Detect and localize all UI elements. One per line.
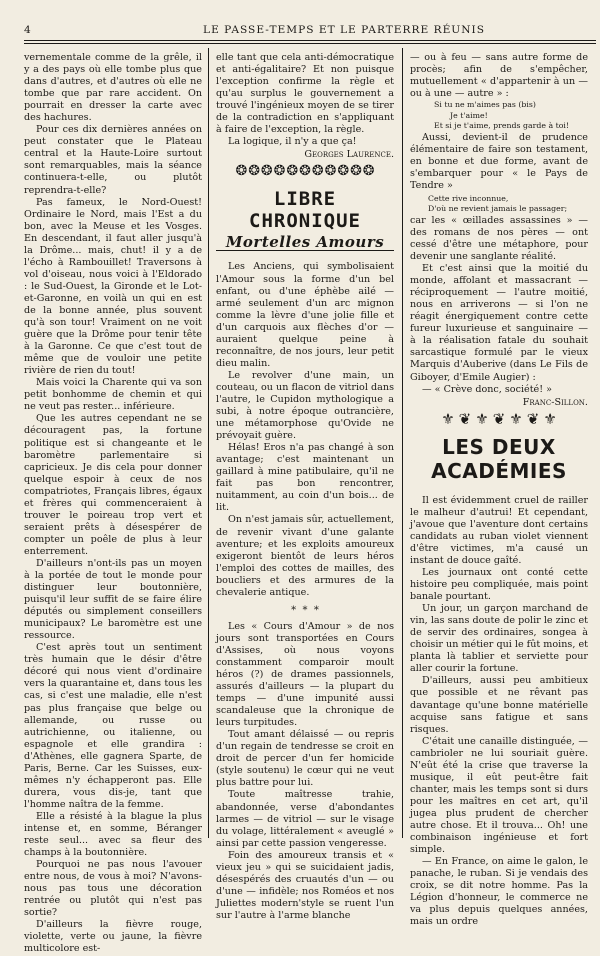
paragraph: Tout amant délaissé — ou repris d'un regain de tendresse se croit en droit de percer d'un fer homicide (style soutenu) le cœur qui ne veut plus battre pour lui. [216, 729, 394, 789]
ornament-icon: ❂ [311, 163, 324, 180]
verse-line: Je t'aime! [450, 110, 488, 120]
header-rule [24, 40, 596, 41]
paragraph: D'ailleurs, aussi peu ambitieux que possible et ne rêvant pas davantage qu'une bonne matérielle acquise sans fatigue et sans risques. [410, 675, 588, 735]
ornament-icon: ❂ [350, 163, 362, 180]
ornament-icon: ❂ [273, 163, 286, 180]
column-separator [208, 48, 209, 838]
paragraph: Le revolver d'une main, un couteau, ou un flacon de vitriol dans l'autre, le Cupidon mythologique a subi, à notre époque outrancière, une métamorphose qu'Ovide ne prévoyait guère. [216, 369, 394, 442]
paragraph: Foin des amoureux transis et « vieux jeu » qui se suicidaient jadis, désespérés des cruautés d'un — ou d'une — infidèle; nos Roméos et nos Juliettes modern'style se ruent l'un sur l'autre à l'arme blanche [216, 849, 394, 921]
paragraph: Pas fameux, le Nord-Ouest! Ordinaire le Nord, mais l'Est a du bon, avec la Meuse et les Vosges. En descendant, il faut aller jusqu'à la Drôme... mais, chut! il y a de l'écho à Rambouillet! Traversons à vol d'oiseau, nous voici à l'Eldorado : le Sud-Ouest, la Gironde et le Lot-et-Garonne, en voilà un qui en est de la bonne année, plus souvent qu'à son tour! Vraiment on ne voit guère que la Drôme pour tenir tête à la Garonne. Ce que c'est tout de même que de vouloir une petite rivière de rien du tout! [24, 196, 202, 377]
paragraph: On n'est jamais sûr, actuellement, de revenir vivant d'une galante aventure; et les exploits amoureux exigeront bientôt de leurs héros l'emploi des cottes de mailles, des boucliers et des armures de la chevalerie antique. [216, 514, 394, 598]
page-number: 4 [24, 24, 32, 36]
paragraph: Pourquoi ne pas nous l'avouer entre nous, de vous à moi? N'avons-nous pas tous une décoration rentrée ou plutôt qui n'est pas sortie? [24, 859, 202, 919]
article-title: LES DEUX ACADÉMIES [431, 434, 567, 483]
ornament-icon: ❂ [286, 163, 299, 180]
ornament-icon: ❂ [235, 163, 248, 180]
paragraph: car les « œillades assassines » — des romans de nos pères — ont cessé d'être une métaphore, pour devenir une sanglante réalité. [410, 214, 588, 263]
column-2 [216, 52, 394, 922]
paragraph: Hélas! Eros n'a pas changé à son avantage; c'est maintenant un gaillard à mine patibulaire, qu'il ne fait pas bon rencontrer, nuitamment, au coin d'un bois... de lit. [216, 442, 394, 514]
flower-icon: ⚜ [441, 409, 455, 428]
paragraph: D'ailleurs la fièvre rouge, violette, verte ou jaune, la fièvre multicolore est- [24, 919, 202, 955]
ornament-icon: ❂ [337, 163, 350, 180]
article-signature: Georges Laurence. [304, 149, 394, 161]
paragraph: vernementale comme de la grêle, il y a des pays où elle tombe plus que dans d'autres, et d'autres où elle ne tombe que par rare accident. On pourrait en dresser la carte avec des hachures. [24, 52, 202, 124]
ornament-icon: ❂ [248, 163, 260, 180]
asterism: * * * [291, 604, 319, 616]
verse-line: Cette rive inconnue, [428, 193, 509, 203]
paragraph: Les journaux ont conté cette histoire peu compliquée, mais point banale pourtant. [410, 567, 588, 603]
paragraph: — ou à feu — sans autre forme de procès; afin de s'empêcher, mutuellement « d'appartenir à un — ou à une — autre » : [410, 52, 588, 100]
flower-icon: ⚜ [475, 409, 489, 428]
paragraph: D'ailleurs n'ont-ils pas un moyen à la portée de tout le monde pour distinguer leur boutonnière, puisqu'il leur suffit de se faire élire députés ou simplement conseillers municipaux? Le baromètre est une ressource. [24, 557, 202, 642]
flower-icon: ❦ [492, 409, 506, 428]
verse-line: D'où ne revient jamais le passager; [428, 204, 568, 214]
paragraph: C'était une canaille distinguée, — cambrioler ne lui souriait guère. N'eût été la crise que traverse la musique, il eût peut-être fait chanter, mais les temps sont si durs pour les maîtres en cet art, qu'il jugea plus prudent de chercher autre chose. Et il trouva... Oh! une combinaison ingénieuse et fort simple. [410, 735, 588, 856]
paragraph: — « Crève donc, société! » [422, 383, 553, 395]
paragraph: C'est après tout un sentiment très humain que le désir d'être décoré qui nous vient d'ordinaire vers la quarantaine et, dans tous les cas, si c'est une maladie, elle n'est pas plus française que belge ou allemande, ou russe ou autrichienne, ou italienne, ou espagnole et elle grandira : d'Athènes, elle gagnera Sparte, de Paris, Berne. Car les Suisses, eux-mêmes n'y échapperont pas. Elle durera, vous dis-je, tant que l'homme naîtra de la femme. [24, 642, 202, 810]
floral-ornament [410, 409, 588, 428]
column-3 [410, 52, 588, 928]
section-heading: LIBRE CHRONIQUE [249, 188, 361, 233]
ornament-icon: ❂ [260, 163, 273, 180]
column-1 [24, 52, 202, 956]
flower-icon: ❦ [526, 409, 540, 428]
paragraph: La logique, il n'y a que ça! [228, 136, 357, 148]
verse-line: Si tu ne m'aimes pas (bis) [434, 100, 536, 110]
journal-title: LE PASSE-TEMPS ET LE PARTERRE RÉUNIS [203, 24, 485, 36]
article-title: Mortelles Amours [216, 236, 394, 251]
paragraph: Aussi, devient-il de prudence élémentaire de faire son testament, en bonne et due forme, avant de s'embarquer pour « le Pays de Tendre » [410, 131, 588, 191]
paragraph: Que les autres cependant ne se découragent pas, la fortune politique est si changeante et le baromètre parlementaire si capricieux. Je dis cela pour donner quelque espoir à ceux de nos compatriotes, Français libres, égaux et frères qui commenceraient à trouver le poireau trop vert et seraient prêts à désespérer de compter un poêle de plus à leur enterrement. [24, 413, 202, 557]
paragraph: Les « Cours d'Amour » de nos jours sont transportées en Cours d'Assises, où nous voyons constamment comparoir moult héros (?) de drames passionnels, assurés d'ailleurs — la plupart du temps — d'une impunité aussi scandaleuse que la chronique de leurs turpitudes. [216, 620, 394, 729]
flower-icon: ❦ [458, 409, 472, 428]
ornament-icon: ❂ [324, 163, 337, 180]
ornament-icon: ❂ [299, 163, 311, 180]
paragraph: Et c'est ainsi que la moitié du monde, affolant et massacrant — réciproquement — l'autre moitié, nous en arriverons — si l'on ne réagit énergiquement contre cette fureur luxurieuse et sanguinaire — à la réalisation fatale du souhait sarcastique formulé par le vieux Marquis d'Auberive (dans Le Fils de Giboyer, d'Emile Augier) : [410, 263, 588, 383]
paragraph: — En France, on aime le galon, le panache, le ruban. Si je vendais des croix, se dit notre homme. Pas la Légion d'honneur, le commerce ne va plus depuis quelques années, mais un ordre [410, 856, 588, 928]
ornament-row [216, 164, 394, 178]
paragraph: Toute maîtresse trahie, abandonnée, verse d'abondantes larmes — de vitriol — sur le visage du volage, littéralement « aveuglé » ainsi par cette passion vengeresse. [216, 789, 394, 849]
paragraph: Les Anciens, qui symbolisaient l'Amour sous la forme d'un bel enfant, ou d'une éphèbe ailé — armé seulement d'un arc mignon comme la lèvre d'une jolie fille et d'un carquois aux flèches d'or — auraient quelque peine à reconnaître, de nos jours, leur petit dieu malin. [216, 261, 394, 369]
column-separator [402, 48, 403, 838]
paragraph: Mais voici la Charente qui va son petit bonhomme de chemin et qui ne veut pas rester... inférieure. [24, 377, 202, 413]
paragraph: Un jour, un garçon marchand de vin, las sans doute de polir le zinc et de servir des ordinaires, songea à choisir un métier qui le fût moins, et planta là tablier et serviette pour aller courir la fortune. [410, 603, 588, 675]
flower-icon: ⚜ [543, 409, 557, 428]
header-rule-double [24, 43, 596, 44]
running-header [24, 24, 594, 38]
paragraph: elle tant que cela anti-démocratique et anti-égalitaire? Et non puisque l'exception confirme la règle et qu'au surplus le gouvernement a trouvé l'ingénieux moyen de se tirer de la contradiction en s'appliquant à faire de l'exception, la règle. [216, 52, 394, 136]
paragraph: Il est évidemment cruel de railler le malheur d'autrui! Et cependant, j'avoue que l'aventure dont certains candidats au ruban violet viennent d'être victimes, m'a causé un instant de douce gaîté. [410, 494, 588, 566]
ornament-icon: ❂ [362, 163, 375, 180]
paragraph: Elle a résisté à la blague la plus intense et, en somme, Béranger reste seul... avec sa fleur des champs à la boutonnière. [24, 810, 202, 859]
article-signature: Franc-Sillon. [522, 396, 588, 408]
verse-line: Et si je t'aime, prends garde à toi! [434, 121, 570, 131]
paragraph: Pour ces dix dernières années on peut constater que le Plateau central et la Haute-Loire surtout sont remarquables, mais la séance continuera-t-elle, ou plutôt reprendra-t-elle? [24, 124, 202, 196]
flower-icon: ⚜ [509, 409, 523, 428]
